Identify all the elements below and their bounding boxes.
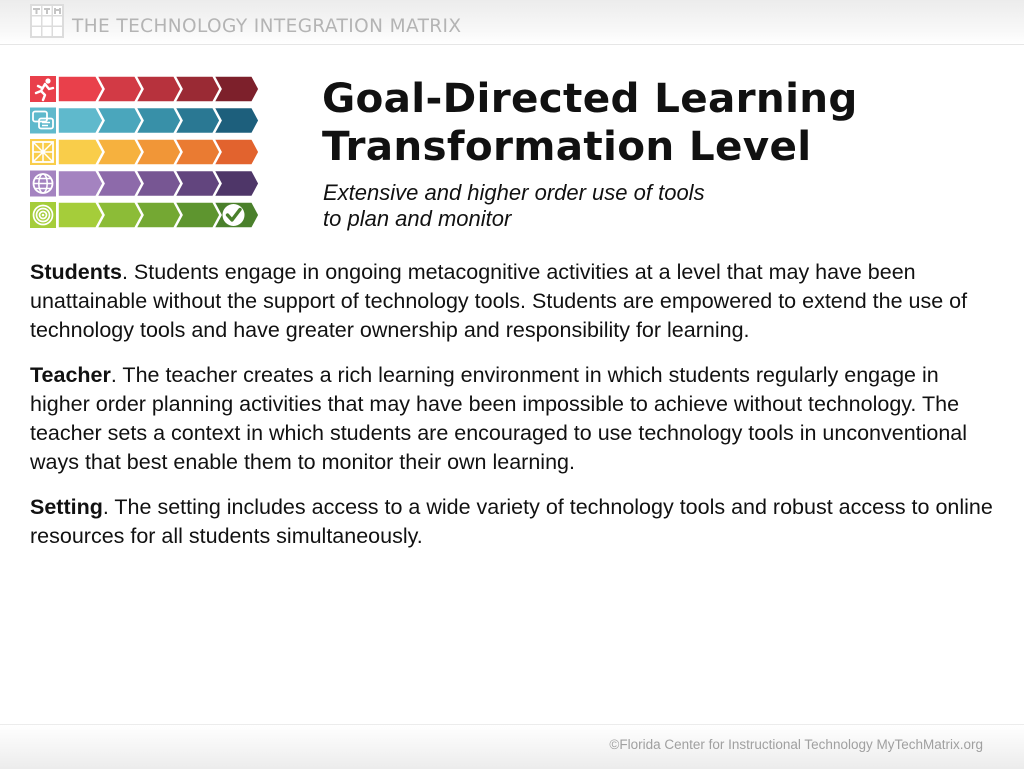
teacher-paragraph bbox=[30, 361, 1002, 477]
matrix-cell bbox=[97, 76, 142, 102]
matrix-graphic bbox=[30, 76, 258, 232]
matrix-cell bbox=[175, 202, 220, 228]
matrix-cell bbox=[214, 139, 258, 165]
matrix-cell bbox=[175, 139, 220, 165]
matrix-cell bbox=[97, 171, 142, 197]
matrix-cell bbox=[136, 202, 181, 228]
matrix-cell bbox=[214, 108, 258, 134]
students-text: . Students engage in ongoing metacognitive activities at a level that may have been unattainable without the support of technology tools. Students are empowered to extend the use of technology tools and have greater ownership and responsibility for learning. bbox=[30, 260, 968, 342]
matrix-row bbox=[30, 139, 258, 165]
matrix-cell bbox=[175, 76, 220, 102]
matrix-cell bbox=[175, 108, 220, 134]
target-icon bbox=[34, 206, 53, 225]
setting-text: . The setting includes access to a wide variety of technology tools and robust access to online resources for all students simultaneously. bbox=[30, 495, 993, 548]
students-label: Students bbox=[30, 260, 122, 284]
footer-band bbox=[0, 724, 1024, 769]
matrix-row bbox=[30, 108, 258, 134]
matrix-cell bbox=[97, 202, 142, 228]
matrix-row bbox=[30, 171, 258, 197]
matrix-cell bbox=[136, 139, 181, 165]
page-subtitle bbox=[323, 180, 783, 232]
checkmark-icon bbox=[223, 204, 245, 226]
matrix-cell bbox=[214, 171, 258, 197]
matrix-cell bbox=[58, 202, 103, 228]
header-band bbox=[0, 0, 1024, 45]
setting-label: Setting bbox=[30, 495, 103, 519]
teacher-text: . The teacher creates a rich learning environment in which students regularly engage in higher order planning activities that may have been impossible to achieve without technology. The teacher sets a context in which students are encouraged to use technology tools in unconventional ways that best enable them to monitor their own learning. bbox=[30, 363, 968, 474]
title-line-2: Transformation Level bbox=[322, 122, 812, 170]
description-content bbox=[30, 258, 1002, 567]
matrix-cell bbox=[97, 108, 142, 134]
title-line-1: Goal-Directed Learning bbox=[322, 74, 858, 122]
header-title: THE TECHNOLOGY INTEGRATION MATRIX bbox=[72, 16, 462, 37]
subtitle-line-1: Extensive and higher order use of tools bbox=[323, 180, 705, 205]
matrix-cell bbox=[136, 171, 181, 197]
matrix-cell bbox=[214, 76, 258, 102]
teacher-label: Teacher bbox=[30, 363, 111, 387]
matrix-cell bbox=[58, 108, 103, 134]
matrix-cell bbox=[175, 171, 220, 197]
matrix-cell bbox=[58, 171, 103, 197]
page-title bbox=[322, 74, 858, 170]
setting-paragraph bbox=[30, 493, 1002, 551]
matrix-cell bbox=[97, 139, 142, 165]
matrix-cell bbox=[136, 108, 181, 134]
students-paragraph bbox=[30, 258, 1002, 345]
matrix-cell bbox=[136, 76, 181, 102]
matrix-row bbox=[30, 76, 258, 102]
tim-logo-icon bbox=[30, 4, 64, 38]
footer-copyright: ©Florida Center for Instructional Technology MyTechMatrix.org bbox=[609, 737, 983, 752]
matrix-cell bbox=[58, 139, 103, 165]
crossed-boxes-icon bbox=[33, 142, 53, 162]
subtitle-line-2: to plan and monitor bbox=[323, 206, 512, 231]
matrix-cell bbox=[58, 76, 103, 102]
